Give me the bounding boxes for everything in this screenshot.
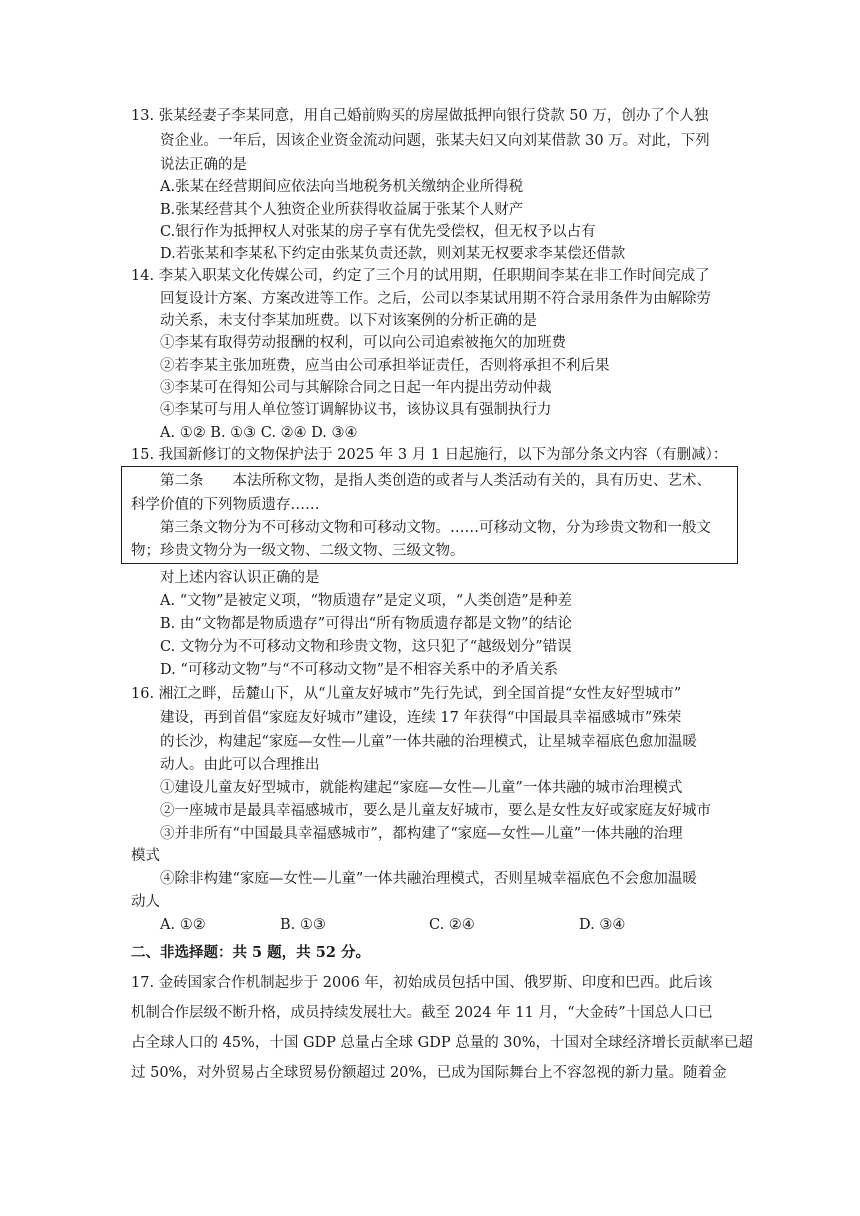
q16-item-3-cont: 模式 — [131, 848, 160, 864]
q15-stem: 15. 我国新修订的文物保护法于 2025 年 3 月 1 日起施行，以下为部分条文内容（有删减）： — [131, 447, 728, 463]
q15-option-c: C. 文物分为不可移动文物和珍贵文物，这只犯了“越级划分”错误 — [160, 639, 572, 655]
q13-stem-line-3: 说法正确的是 — [160, 157, 247, 173]
q13-stem-line-1: 13. 张某经妻子李某同意，用自己婚前购买的房屋做抵押向银行贷款 50 万，创办了个人独 — [131, 108, 709, 124]
q16-option-c: C. ②④ — [429, 917, 475, 933]
q16-stem-line-2: 建设，再到首倡“家庭友好城市”建设，连续 17 年获得“中国最具幸福感城市”殊荣 — [160, 710, 682, 726]
q15-box-line-2: 科学价值的下列物质遗存…… — [131, 497, 320, 513]
q17-line-2: 机制合作层级不断升格，成员持续发展壮大。截至 2024 年 11 月，“大金砖”十国总人口已 — [131, 1005, 713, 1021]
q13-stem-line-2: 资企业。一年后，因该企业资金流动问题，张某夫妇又向刘某借款 30 万。对此，下列 — [160, 133, 710, 149]
q14-item-1: ①李某有取得劳动报酬的权利，可以向公司追索被拖欠的加班费 — [160, 335, 566, 351]
q14-stem-line-2: 回复设计方案、方案改进等工作。之后，公司以李某试用期不符合录用条件为由解除劳 — [160, 291, 711, 307]
q14-options: A. ①② B. ①③ C. ②④ D. ③④ — [160, 425, 358, 441]
q14-stem-line-1: 14. 李某入职某文化传媒公司，约定了三个月的试用期，任职期间李某在非工作时间完成了 — [131, 268, 710, 284]
q13-option-d: D.若张某和李某私下约定由张某负责还款，则刘某无权要求李某偿还借款 — [160, 246, 626, 262]
q15-option-d: D. “可移动文物”与“不可移动文物”是不相容关系中的矛盾关系 — [160, 662, 558, 678]
q13-option-a: A.张某在经营期间应依法向当地税务机关缴纳企业所得税 — [160, 179, 524, 195]
section-heading: 二、非选择题：共 5 题，共 52 分。 — [131, 944, 370, 961]
q14-item-2: ②若李某主张加班费，应当由公司承担举证责任，否则将承担不利后果 — [160, 358, 610, 374]
q16-stem-line-1: 16. 湘江之畔，岳麓山下，从“儿童友好城市”先行先试，到全国首提“女性友好型城市” — [131, 686, 682, 702]
q16-item-2: ②一座城市是最具幸福感城市，要么是儿童友好城市，要么是女性友好或家庭友好城市 — [160, 803, 711, 819]
q17-line-1: 17. 金砖国家合作机制起步于 2006 年，初始成员包括中国、俄罗斯、印度和巴西。此后该 — [131, 975, 713, 991]
q16-option-d: D. ③④ — [579, 917, 626, 933]
q16-stem-line-3: 的长沙，构建起“家庭—女性—儿童”一体共融的治理模式，让星城幸福底色愈加温暖 — [160, 734, 697, 750]
q15-prompt: 对上述内容认识正确的是 — [160, 570, 320, 586]
q13-option-c: C.银行作为抵押权人对张某的房子享有优先受偿权，但无权予以占有 — [160, 224, 596, 240]
q16-item-1: ①建设儿童友好型城市，就能构建起“家庭—女性—儿童”一体共融的城市治理模式 — [160, 780, 683, 796]
q13-option-b: B.张某经营其个人独资企业所获得收益属于张某个人财产 — [160, 202, 524, 218]
q14-item-3: ③李某可在得知公司与其解除合同之日起一年内提出劳动仲裁 — [160, 380, 552, 396]
q16-stem-line-4: 动人。由此可以合理推出 — [160, 757, 320, 773]
q17-line-3: 占全球人口的 45%，十国 GDP 总量占全球 GDP 总量的 30%，十国对全球经济增长贡献率已超 — [131, 1035, 754, 1051]
q15-box-line-4: 物；珍贵文物分为一级文物、二级文物、三级文物。 — [131, 543, 465, 559]
q16-item-4-cont: 动人 — [131, 894, 160, 910]
q15-box-line-3: 第三条文物分为不可移动文物和可移动文物。……可移动文物，分为珍贵文物和一般文 — [160, 520, 711, 536]
q16-item-4: ④除非构建“家庭—女性—儿童”一体共融治理模式，否则星城幸福底色不会愈加温暖 — [160, 871, 697, 887]
q15-option-b: B. 由“文物都是物质遗存”可得出“所有物质遗存都是文物”的结论 — [160, 616, 573, 632]
q17-line-4: 过 50%，对外贸易占全球贸易份额超过 20%，已成为国际舞台上不容忽视的新力量。随着金 — [131, 1065, 727, 1081]
q14-item-4: ④李某可与用人单位签订调解协议书，该协议具有强制执行力 — [160, 402, 552, 418]
q16-option-b: B. ①③ — [280, 917, 326, 933]
q14-stem-line-3: 动关系，未支付李某加班费。以下对该案例的分析正确的是 — [160, 313, 537, 329]
q15-option-a: A. “文物”是被定义项，“物质遗存”是定义项，“人类创造”是种差 — [160, 593, 573, 609]
q15-box-line-1: 第二条 本法所称文物，是指人类创造的或者与人类活动有关的，具有历史、艺术、 — [160, 473, 711, 489]
q16-item-3: ③并非所有“中国最具幸福感城市”，都构建了“家庭—女性—儿童”一体共融的治理 — [160, 826, 683, 842]
q16-option-a: A. ①② — [160, 917, 206, 933]
